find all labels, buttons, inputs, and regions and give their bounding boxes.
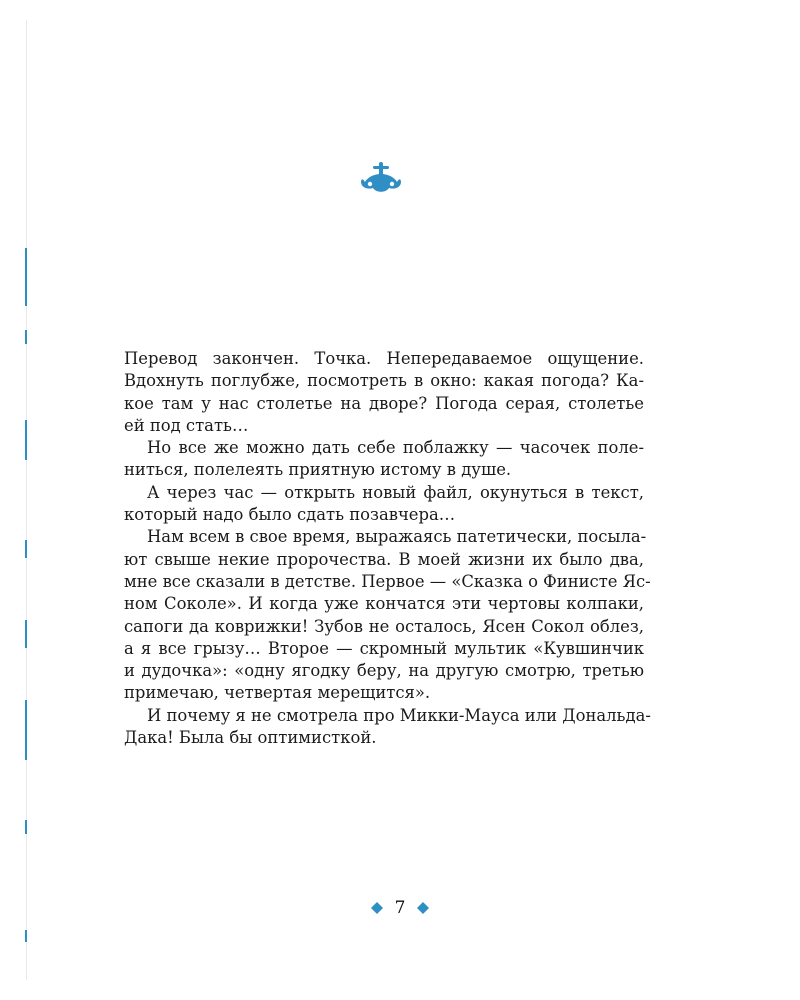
diamond-icon bbox=[417, 902, 429, 914]
text-line: Но все же можно дать себе поблажку — часочек поле- bbox=[147, 438, 644, 458]
page-footer bbox=[0, 898, 800, 918]
text-line: ном Соколе». И когда уже кончатся эти чертовы колпаки, bbox=[124, 594, 644, 614]
text-line: Нам всем в свое время, выражаясь патетически, посыла- bbox=[147, 527, 647, 547]
text-line: кое там у нас столетье на дворе? Погода серая, столетье bbox=[124, 393, 644, 413]
text-line: примечаю, четвертая мерещится». bbox=[124, 683, 431, 703]
text-line: Дака! Была бы оптимисткой. bbox=[124, 728, 377, 748]
spine-mark bbox=[25, 248, 27, 306]
spine-mark bbox=[25, 820, 27, 834]
paragraph bbox=[124, 348, 644, 437]
diamond-icon bbox=[371, 902, 383, 914]
page-spine bbox=[26, 20, 27, 980]
text-line: Вдохнуть поглубже, посмотреть в окно: какая погода? Ка- bbox=[124, 371, 644, 391]
spine-mark bbox=[25, 330, 27, 344]
page-number: 7 bbox=[394, 898, 406, 918]
text-line: ют свыше некие пророчества. В моей жизни их было два, bbox=[124, 549, 644, 569]
text-line: который надо было сдать позавчера… bbox=[124, 505, 456, 525]
text-line: Перевод закончен. Точка. Непередаваемое ощущение. bbox=[124, 349, 644, 368]
text-line: И почему я не смотрела про Микки-Мауса или Дональда- bbox=[147, 705, 651, 725]
spine-mark bbox=[25, 930, 27, 942]
paragraph bbox=[124, 437, 644, 482]
paragraph bbox=[124, 705, 651, 750]
text-line: сапоги да коврижки! Зубов не осталось, Ясен Сокол облез, bbox=[124, 616, 644, 636]
text-line: ей под стать… bbox=[124, 415, 249, 435]
text-line: ниться, полелеять приятную истому в душе. bbox=[124, 460, 512, 480]
paragraph bbox=[124, 482, 644, 527]
spine-mark bbox=[25, 700, 27, 760]
paragraph bbox=[124, 526, 651, 704]
spine-mark bbox=[25, 540, 27, 558]
text-line: мне все сказали в детстве. Первое — «Сказка о Финисте Яс- bbox=[124, 571, 651, 591]
text-line: а я все грызу… Второе — скромный мультик «Кувшинчик bbox=[124, 638, 644, 658]
fleuron-icon bbox=[361, 160, 401, 196]
body-text bbox=[124, 348, 651, 749]
spine-mark bbox=[25, 420, 27, 460]
text-line: и дудочка»: «одну ягодку беру, на другую смотрю, третью bbox=[124, 661, 644, 681]
spine-mark bbox=[25, 620, 27, 648]
text-line: А через час — открыть новый файл, окунуться в текст, bbox=[147, 482, 644, 502]
